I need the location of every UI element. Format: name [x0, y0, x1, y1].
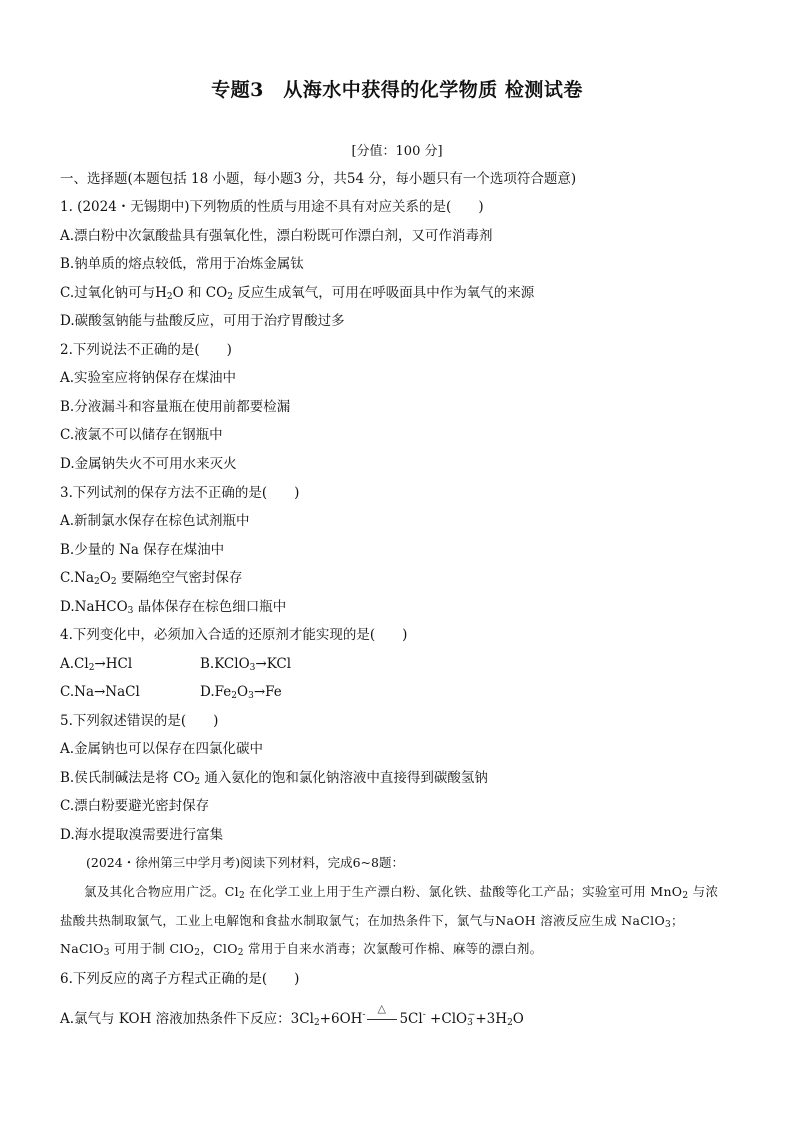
question-5-stem: 5.下列叙述错误的是( ) — [60, 713, 219, 729]
question-4-row-ab — [60, 655, 360, 673]
question-5-option-b: B.侯氏制碱法是将 $CO_2$ 通入氨化的饱和氯化钠溶液中直接得到碳酸氢钠 — [60, 770, 488, 787]
question-3-option-d: D.NaHCO$_3$ 晶体保存在棕色细口瓶中 — [60, 599, 287, 616]
question-2-option-d: D.金属钠失火不可用水来灭火 — [60, 456, 237, 472]
question-6-option-a: A.氯气与 KOH 溶液加热条件下反应：$3Cl_2+6OH^-$ △ $5Cl^- +ClO_3^-+3H_2O$ — [60, 1001, 524, 1028]
heat-triangle-icon: △ — [377, 1001, 386, 1015]
question-6-stem: 6.下列反应的离子方程式正确的是( ) — [60, 971, 300, 987]
question-5-option-a: A.金属钠也可以保存在四氯化碳中 — [60, 741, 264, 757]
question-4-stem: 4.下列变化中，必须加入合适的还原剂才能实现的是( ) — [60, 627, 408, 643]
question-2-option-a: A.实验室应将钠保存在煤油中 — [60, 370, 237, 386]
question-1-stem: 1. (2024・无锡期中)下列物质的性质与用途不具有对应关系的是( ) — [60, 199, 484, 215]
question-5-option-c: C.漂白粉要避光密封保存 — [60, 798, 210, 814]
score-line: [分值：100 分] — [351, 144, 443, 159]
question-4-option-a: $A.Cl_2\to HCl$ — [60, 656, 133, 673]
question-1-option-c: C.过氧化钠可与$H_2O$ 和 $CO_2$ 反应生成氧气，可用在呼吸面具中作为氧气的来源 — [60, 285, 535, 302]
question-1-option-b: B.钠单质的熔点较低，常用于冶炼金属钛 — [60, 256, 304, 272]
question-2-stem: 2.下列说法不正确的是( ) — [60, 342, 232, 358]
question-3-option-a: A.新制氯水保存在棕色试剂瓶中 — [60, 513, 250, 529]
question-2-option-c: C.液氯不可以储存在钢瓶中 — [60, 427, 223, 443]
reading-material: 氯及其化合物应用广泛。$Cl_2$ 在化学工业上用于生产漂白粉、氯化铁、盐酸等化工产品；实验室可用 MnO$_2$ 与浓盐酸共热制取氯气，工业上电解饱和食盐水制取氯气；在加热条件下，氯气与NaOH 溶液反应生成 NaClO$_3$；NaClO$_3$ 可用于制 ClO$_2$，ClO$_2$ 常用于自来水消毒；次氯酸可作棉、麻等的漂白剂。 — [60, 884, 719, 958]
heat-equals-sign — [367, 1001, 397, 1026]
question-4-option-d: $D.Fe_2O_3\to Fe$ — [200, 684, 282, 701]
page-title: 专题3 从海水中获得的化学物质 检测试卷 — [211, 79, 583, 101]
material-intro: (2024・徐州第三中学月考)阅读下列材料，完成6~8题： — [86, 855, 404, 870]
question-3-option-c: $C.Na_2O_2$ 要隔绝空气密封保存 — [60, 570, 243, 587]
question-3-option-b: B.少量的 Na 保存在煤油中 — [60, 542, 225, 558]
question-4-row-cd — [60, 683, 360, 701]
question-4-option-c: C.Na→NaCl — [60, 684, 140, 700]
question-5-option-d: D.海水提取溴需要进行富集 — [60, 827, 224, 843]
question-1-option-a: A.漂白粉中次氯酸盐具有强氧化性，漂白粉既可作漂白剂，又可作消毒剂 — [60, 228, 493, 244]
section-heading: 一、选择题(本题包括 18 小题，每小题3 分，共54 分，每小题只有一个选项符合题意) — [60, 171, 577, 187]
question-1-option-d: D.碳酸氢钠能与盐酸反应，可用于治疗胃酸过多 — [60, 313, 345, 329]
question-2-option-b: B.分液漏斗和容量瓶在使用前都要检漏 — [60, 399, 291, 415]
question-4-option-b: B.KClO$_3$→KCl — [200, 656, 292, 673]
question-3-stem: 3.下列试剂的保存方法不正确的是( ) — [60, 485, 300, 501]
